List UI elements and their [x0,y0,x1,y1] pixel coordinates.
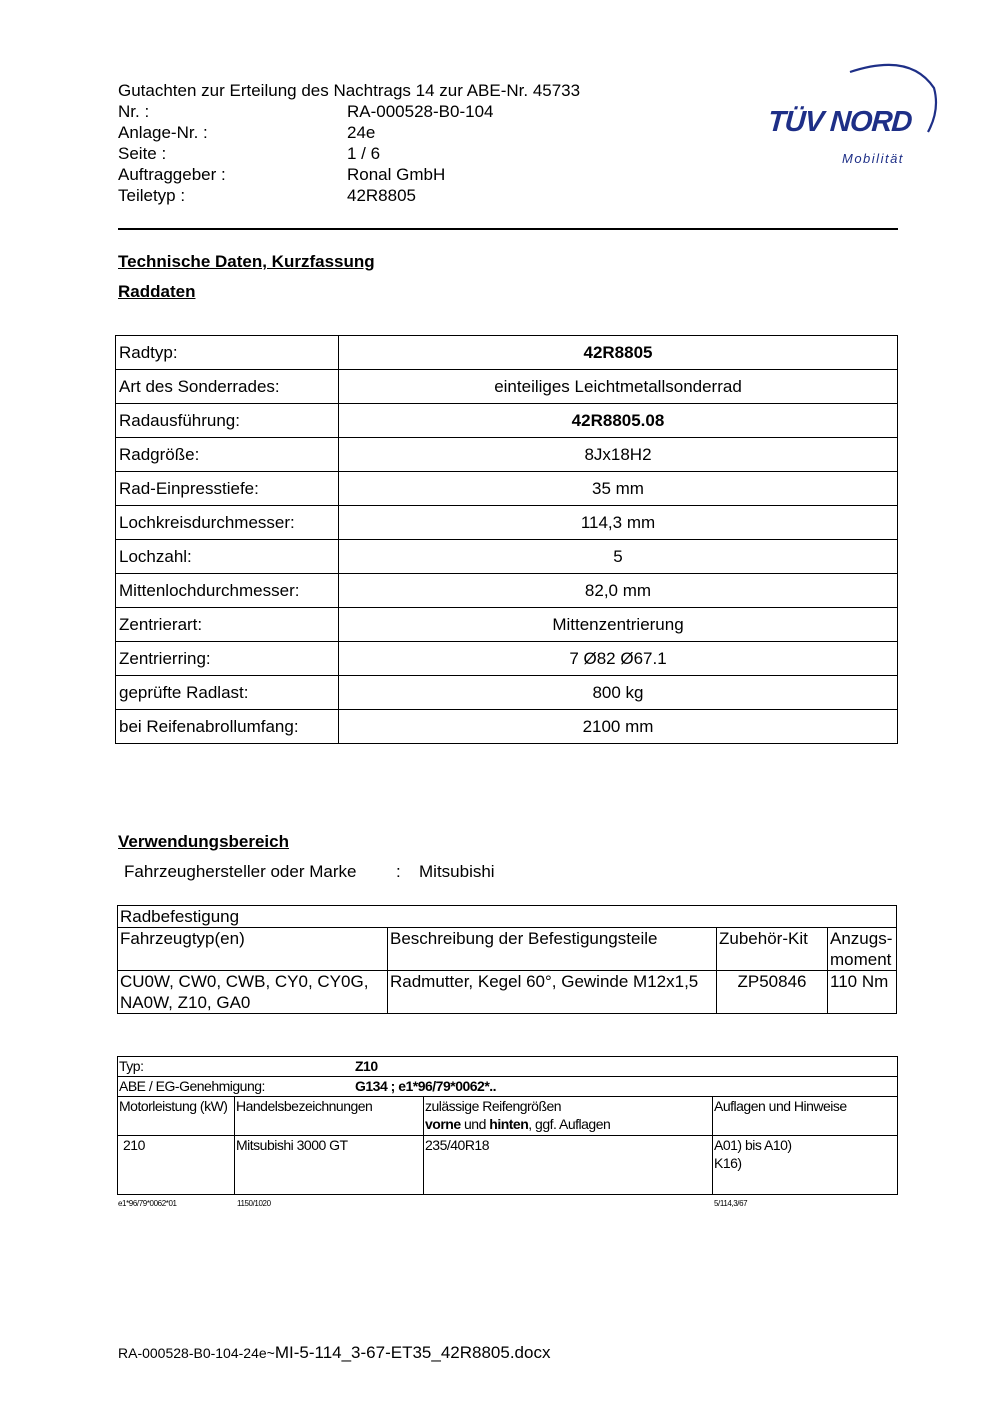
manufacturer-row [124,862,495,882]
header-tyres-rest: , ggf. Auflagen [528,1116,611,1132]
field-anlage-label: Anlage-Nr. : [118,123,208,142]
wheel-row-label: bei Reifenabrollumfang: [116,710,339,744]
bolt-code-small: 5/114,3/67 [714,1199,748,1208]
wheel-row-label: Mittenlochdurchmesser: [116,574,339,608]
field-auftraggeber-label: Auftraggeber : [118,165,226,184]
field-nr-value: RA-000528-B0-104 [347,102,494,121]
document-title: Gutachten zur Erteilung des Nachtrags 14 zur ABE-Nr. 45733 [118,81,581,100]
wheel-row [116,710,898,744]
row-tyres: 235/40R18 [424,1136,713,1195]
abe-value: G134 ; e1*96/79*0062*.. [355,1078,497,1094]
fastening-header-description: Beschreibung der Befestigungsteile [388,928,717,971]
wheel-row-value: 7 Ø82 Ø67.1 [339,642,898,676]
wheel-row [116,404,898,438]
wheel-row-label: Zentrierring: [116,642,339,676]
typ-row [118,1057,898,1077]
row-trade-name: Mitsubishi 3000 GT [235,1136,424,1195]
wheel-row-value: 114,3 mm [339,506,898,540]
field-nr-label: Nr. : [118,102,150,121]
field-teiletyp-value: 42R8805 [347,186,417,205]
row-power: 210 [118,1136,235,1195]
wheel-row-label: Lochkreisdurchmesser: [116,506,339,540]
wheel-row-value: einteiliges Leichtmetallsonderrad [339,370,898,404]
typ-label: Typ: [119,1058,144,1074]
approval-code-small: e1*96/79*0062*01 [118,1199,177,1208]
wheel-row-value: 82,0 mm [339,574,898,608]
footer-part2: MI-5-114_3-67-ET35_42R8805.docx [274,1343,551,1362]
header-tyres-und: und [460,1116,490,1132]
abe-label: ABE / EG-Genehmigung: [119,1078,265,1094]
wheel-row-value: 2100 mm [339,710,898,744]
fastening-kit: ZP50846 [717,971,828,1014]
field-auftraggeber-value: Ronal GmbH [347,165,446,184]
wheel-row-value: 35 mm [339,472,898,506]
field-anlage-value: 24e [347,123,376,142]
wheel-row [116,506,898,540]
manufacturer-colon: : [396,862,401,881]
wheel-row-label: Radausführung: [116,404,339,438]
row-notes-2: K16) [714,1155,742,1171]
wheel-row-label: Radtyp: [116,336,339,370]
wheel-row-label: Art des Sonderrades: [116,370,339,404]
manufacturer-value: Mitsubishi [419,862,495,881]
wheel-row [116,472,898,506]
manufacturer-label: Fahrzeughersteller oder Marke [124,862,357,881]
wheel-row-value: 42R8805.08 [339,404,898,438]
wheel-row [116,540,898,574]
fastening-header-torque: Anzugs-moment [828,928,897,971]
abe-row [118,1077,898,1097]
wheel-data-table [115,335,898,744]
header-trade-names: Handelsbezeichnungen [235,1097,424,1136]
heading-technical: Technische Daten, Kurzfassung [118,252,375,271]
wheel-row-value: Mittenzentrierung [339,608,898,642]
logo-subtitle: Mobilität [842,151,904,166]
fastening-torque: 110 Nm [828,971,897,1014]
wheel-row-value: 800 kg [339,676,898,710]
header-notes: Auflagen und Hinweise [713,1097,898,1136]
field-teiletyp-label: Teiletyp : [118,186,186,205]
header-power: Motorleistung (kW) [118,1097,235,1136]
wheel-row [116,438,898,472]
wheel-row-label: Rad-Einpresstiefe: [116,472,339,506]
wheel-row-value: 8Jx18H2 [339,438,898,472]
footer-part1: RA-000528-B0-104-24e~ [118,1345,275,1361]
fastening-types: CU0W, CW0, CWB, CY0, CY0G, NA0W, Z10, GA0 [118,971,388,1014]
heading-usage: Verwendungsbereich [118,832,289,851]
wheel-row-label: Lochzahl: [116,540,339,574]
tuv-nord-logo: TÜV NORD [766,106,913,138]
header-divider [118,228,898,230]
fastening-description: Radmutter, Kegel 60°, Gewinde M12x1,5 [388,971,717,1014]
fastening-header-types: Fahrzeugtyp(en) [118,928,388,971]
wheel-row [116,642,898,676]
wheel-row [116,370,898,404]
footer-filename [118,1343,550,1363]
row-notes [713,1136,898,1195]
wheel-row-label: Radgröße: [116,438,339,472]
field-seite-value: 1 / 6 [347,144,381,163]
wheel-row-label: Zentrierart: [116,608,339,642]
header-tyres-front: vorne [425,1116,461,1132]
wheel-row [116,608,898,642]
wheel-row [116,336,898,370]
fastening-title: Radbefestigung [118,906,897,928]
load-code-small: 1150/1020 [237,1199,271,1208]
type-approval-table [117,1056,898,1195]
fastening-table [117,905,897,1014]
header-tyres-rear: hinten [489,1116,529,1132]
header-tyres [424,1097,713,1136]
typ-value: Z10 [355,1058,378,1074]
wheel-row [116,574,898,608]
wheel-row [116,676,898,710]
row-notes-1: A01) bis A10) [714,1137,792,1153]
field-seite-label: Seite : [118,144,167,163]
wheel-row-value: 42R8805 [339,336,898,370]
fastening-header-kit: Zubehör-Kit [717,928,828,971]
heading-wheel: Raddaten [118,282,196,301]
header-tyres-line1: zulässige Reifengrößen [425,1098,562,1114]
wheel-row-label: geprüfte Radlast: [116,676,339,710]
wheel-row-value: 5 [339,540,898,574]
